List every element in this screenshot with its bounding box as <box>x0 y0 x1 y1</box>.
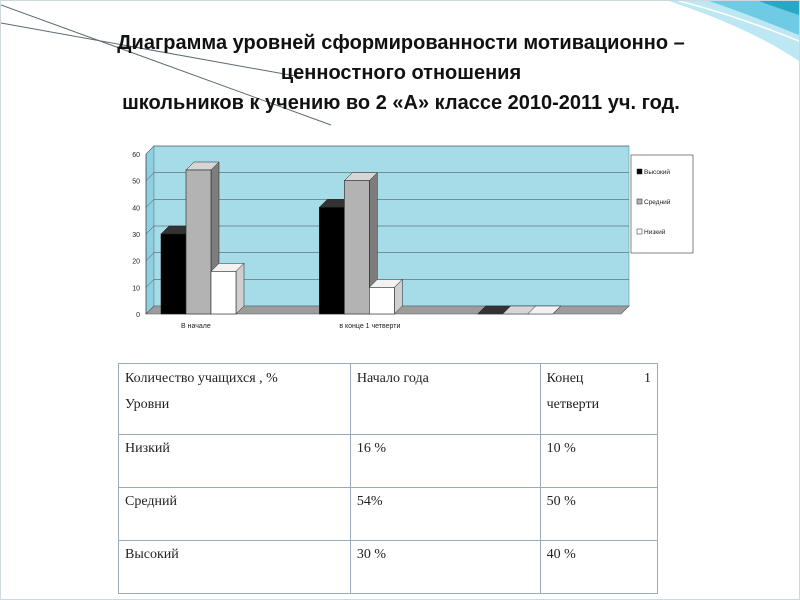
start-value-cell: 30 % <box>350 541 540 594</box>
title-line-2: ценностного отношения <box>280 62 522 84</box>
level-cell: Низкий <box>119 435 351 488</box>
levels-table <box>118 363 658 594</box>
y-tick-label: 10 <box>132 285 140 293</box>
header-end-quarter: четверти <box>546 397 600 412</box>
start-value-cell: 16 % <box>350 435 540 488</box>
y-tick-label: 40 <box>132 205 140 213</box>
y-tick-label: 50 <box>132 178 140 186</box>
bar-Высокий <box>161 234 186 314</box>
end-value-cell: 10 % <box>540 435 657 488</box>
table-row <box>119 541 658 594</box>
header-levels-label: Уровни <box>125 397 170 412</box>
legend-swatch <box>637 169 642 174</box>
table-row <box>119 435 658 488</box>
page-title <box>11 28 791 118</box>
header-count-label: Количество учащихся , % <box>125 371 278 386</box>
end-value-cell: 40 % <box>540 541 657 594</box>
header-cell-count-levels <box>119 364 351 435</box>
level-cell: Средний <box>119 488 351 541</box>
title-line-3: школьников к учению во 2 «А» классе 2010-2011 уч. год. <box>122 92 680 114</box>
y-tick-label: 0 <box>136 312 140 319</box>
end-value-cell: 50 % <box>540 488 657 541</box>
header-end-word: Конец <box>546 371 584 386</box>
header-end-line1 <box>547 366 651 392</box>
y-tick-label: 60 <box>132 152 140 159</box>
legend-swatch <box>637 229 642 234</box>
level-cell: Высокий <box>119 541 351 594</box>
y-tick-label: 30 <box>132 232 140 239</box>
legend-label: Средний <box>644 199 671 206</box>
bar-Низкий-side <box>236 263 244 314</box>
x-tick-label: в конце 1 четверти <box>339 323 401 330</box>
header-cell-start: Начало года <box>350 364 540 435</box>
legend-label: Высокий <box>644 169 671 176</box>
bar-Средний <box>186 170 211 314</box>
start-value-cell: 54% <box>350 488 540 541</box>
title-line-1: Диаграмма уровней сформированности мотивационно – <box>117 32 685 54</box>
bar-Средний <box>344 181 369 314</box>
bar-Высокий <box>319 207 344 314</box>
table-row <box>119 488 658 541</box>
legend-label: Низкий <box>644 229 666 236</box>
legend-swatch <box>637 199 642 204</box>
bar-chart <box>111 141 711 341</box>
table-header-row <box>119 364 658 435</box>
x-tick-label: В начале <box>181 323 211 330</box>
header-end-number: 1 <box>644 371 651 386</box>
chart-svg <box>111 141 711 341</box>
bar-Низкий <box>211 271 236 314</box>
bar-Низкий <box>369 287 394 314</box>
header-cell-end <box>540 364 657 435</box>
y-tick-label: 20 <box>132 258 140 266</box>
